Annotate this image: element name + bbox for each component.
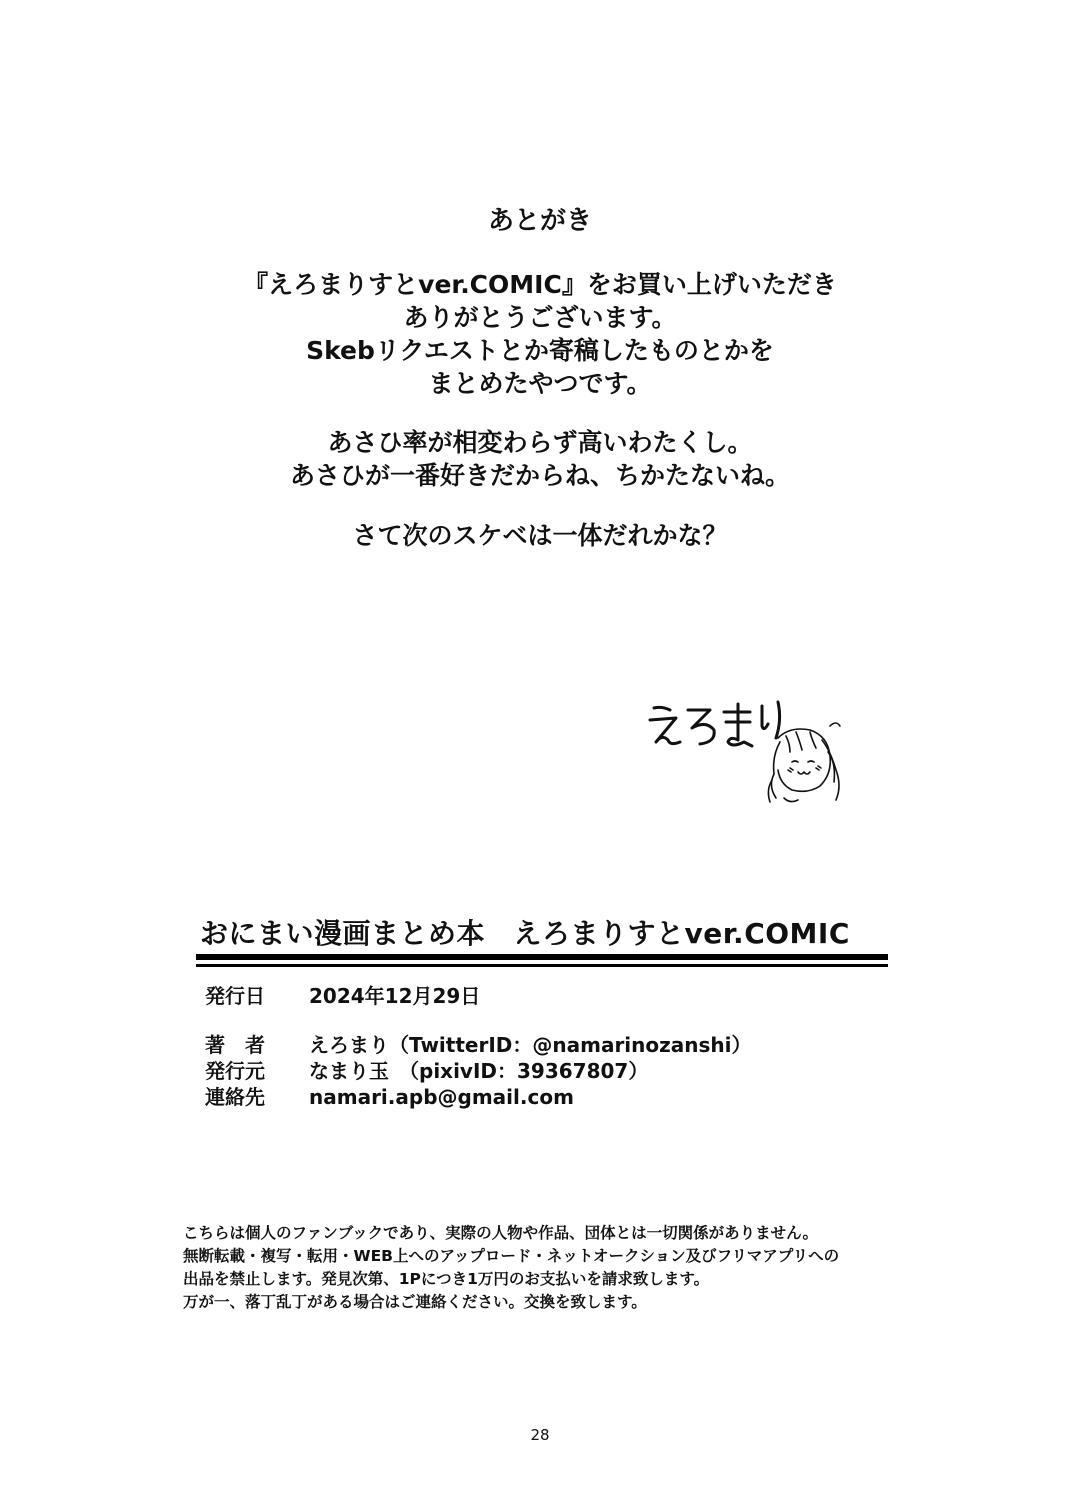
signature-drawing — [640, 690, 850, 810]
afterword-line: ありがとうございます。 — [403, 303, 677, 332]
notice-line: 万が一、落丁乱丁がある場合はご連絡ください。交換を致します。 — [183, 1293, 647, 1311]
afterword-line: 『えろまりすとver.COMIC』をお買い上げいただき — [243, 270, 837, 299]
author-signature-sketch — [640, 690, 850, 810]
colophon-rule-thick — [196, 954, 888, 960]
colophon-row-author — [205, 1029, 752, 1058]
colophon-rule-thin — [196, 964, 888, 967]
afterword-line: あさひ率が相変わらず高いわたくし。 — [327, 428, 753, 457]
info-label: 著 者 — [205, 1033, 265, 1057]
info-label: 発行元 — [205, 1059, 265, 1083]
info-value: namari.apb@gmail.com — [309, 1085, 574, 1109]
afterword-paragraph-2 — [0, 426, 1080, 492]
colophon-row-contact — [205, 1081, 574, 1110]
afterword-line: まとめたやつです。 — [428, 369, 652, 398]
afterword-line: さて次のスケベは一体だれかな？ — [352, 521, 728, 550]
info-label: 発行日 — [205, 984, 265, 1008]
colophon-row-issue-date — [205, 980, 480, 1009]
info-value: なまり玉 （pixivID：39367807） — [309, 1059, 649, 1083]
info-value: えろまり（TwitterID：@namarinozanshi） — [309, 1033, 752, 1057]
notice-line: 無断転載・複写・転用・WEB上へのアップロード・ネットオークション及びフリマアプリへの — [183, 1247, 840, 1265]
afterword-paragraph-3 — [0, 519, 1080, 552]
notice-line: 出品を禁止します。発見次第、1Pにつき1万円のお支払いを請求致します。 — [183, 1270, 710, 1288]
info-label: 連絡先 — [205, 1085, 265, 1109]
afterword-title: あとがき — [487, 206, 592, 236]
afterword-line: Skebリクエストとか寄稿したものとかを — [306, 336, 774, 365]
colophon-row-publisher — [205, 1055, 648, 1084]
afterword-paragraph-1 — [0, 268, 1080, 400]
info-value: 2024年12月29日 — [309, 984, 481, 1008]
notice-line: こちらは個人のファンブックであり、実際の人物や作品、団体とは一切関係がありません。 — [183, 1224, 819, 1242]
page-number: 28 — [530, 1426, 550, 1444]
legal-notice — [183, 1222, 839, 1314]
afterword-line: あさひが一番好きだからね、ちかたないね。 — [289, 461, 790, 490]
colophon-title: おにまい漫画まとめ本 えろまりすとver.COMIC — [200, 917, 850, 950]
